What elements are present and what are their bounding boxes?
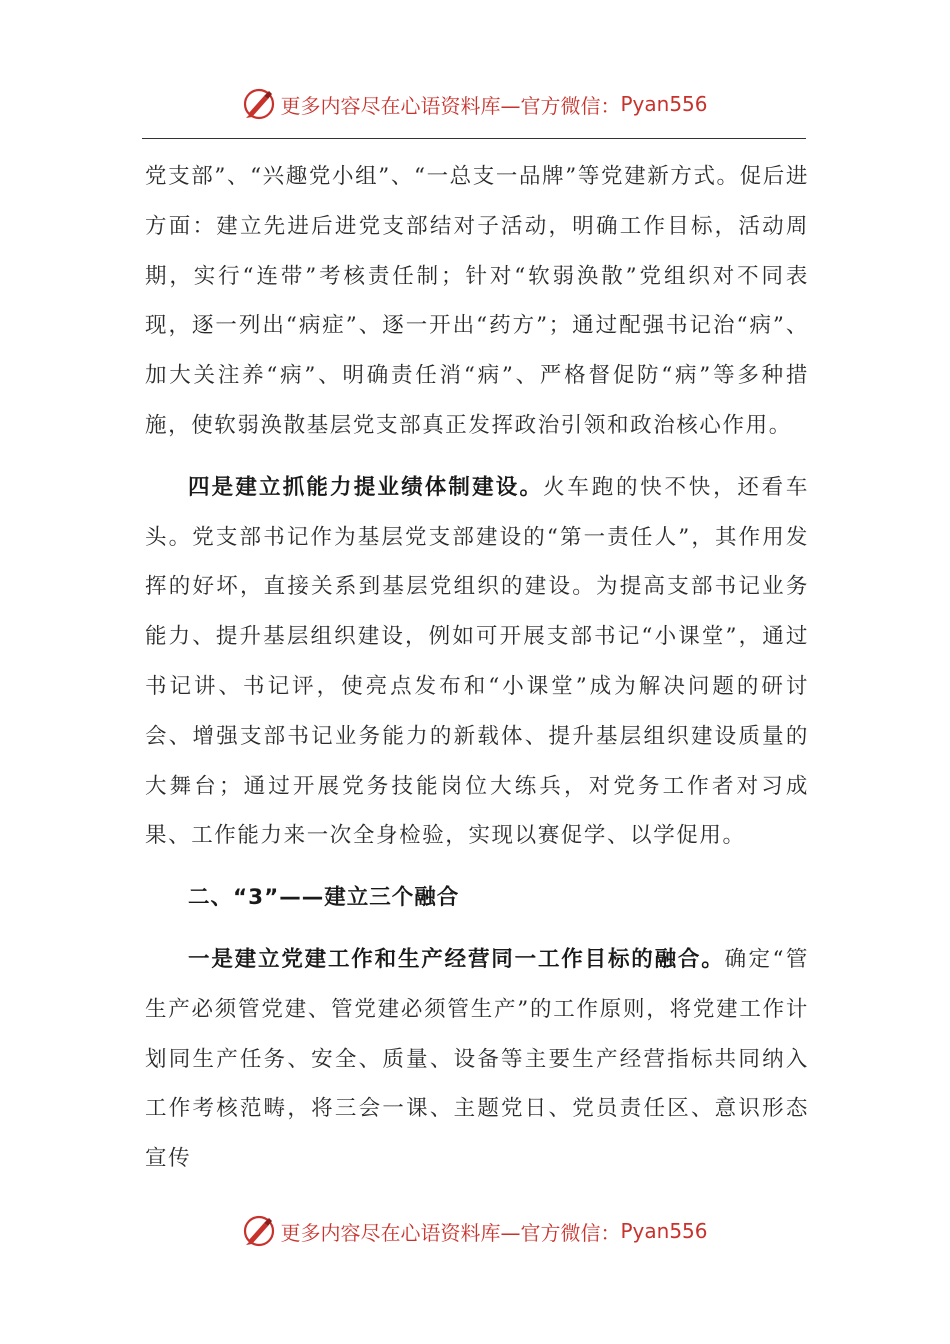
banner-wechat-id: Pyan556 [620,92,708,116]
header-divider [142,138,806,139]
paragraph-four [145,463,809,861]
banner-text: 更多内容尽在心语资料库—官方微信： [280,1220,621,1245]
paragraph-continuation: 党支部”、“兴趣党小组”、“一总支一品牌”等党建新方式。促后进方面：建立先进后进党支部结对子活动，明确工作目标，活动周期，实行“连带”考核责任制；针对“软弱涣散”党组织对不同表现，逐一列出“病症”、逐一开出“药方”；通过配强书记治“病”、加大关注养“病”、明确责任消“病”、严格督促防“病”等多种措施，使软弱涣散基层党支部真正发挥政治引领和政治核心作用。 [145,164,809,438]
section-heading: 二、“3”——建立三个融合 [188,885,460,911]
paragraph-one-lead: 一是建立党建工作和生产经营同一工作目标的融合。 [188,946,725,972]
paragraph-four-body: 火车跑的快不快，还看车头。党支部书记作为基层党支部建设的“第一责任人”，其作用发挥的好坏，直接关系到基层党组织的建设。为提高支部书记业务能力、提升基层组织建设，例如可开展支部书记“小课堂”，通过书记讲、书记评，使亮点发布和“小课堂”成为解决问题的研讨会、增强支部书记业务能力的新载体、提升基层组织建设质量的大舞台；通过开展党务技能岗位大练兵，对党务工作者对习成果、工作能力来一次全身检验，实现以赛促学、以学促用。 [145,474,809,849]
banner-text: 更多内容尽在心语资料库—官方微信： [280,93,621,118]
paragraph-one-body: 确定“管生产必须管党建、管党建必须管生产”的工作原则，将党建工作计划同生产任务、安全、质量、设备等主要生产经营指标共同纳入工作考核范畴，将三会一课、主题党日、党员责任区、意识形态宣传 [145,946,809,1172]
footer-banner [0,1211,950,1251]
paragraph-one [145,935,809,1184]
paragraph-four-lead: 四是建立抓能力提业绩体制建设。 [188,474,544,500]
document-body [145,152,809,1184]
pen-logo-icon [242,87,276,121]
banner-wechat-id: Pyan556 [620,1219,708,1243]
header-banner [0,84,950,124]
pen-logo-icon [242,1214,276,1248]
